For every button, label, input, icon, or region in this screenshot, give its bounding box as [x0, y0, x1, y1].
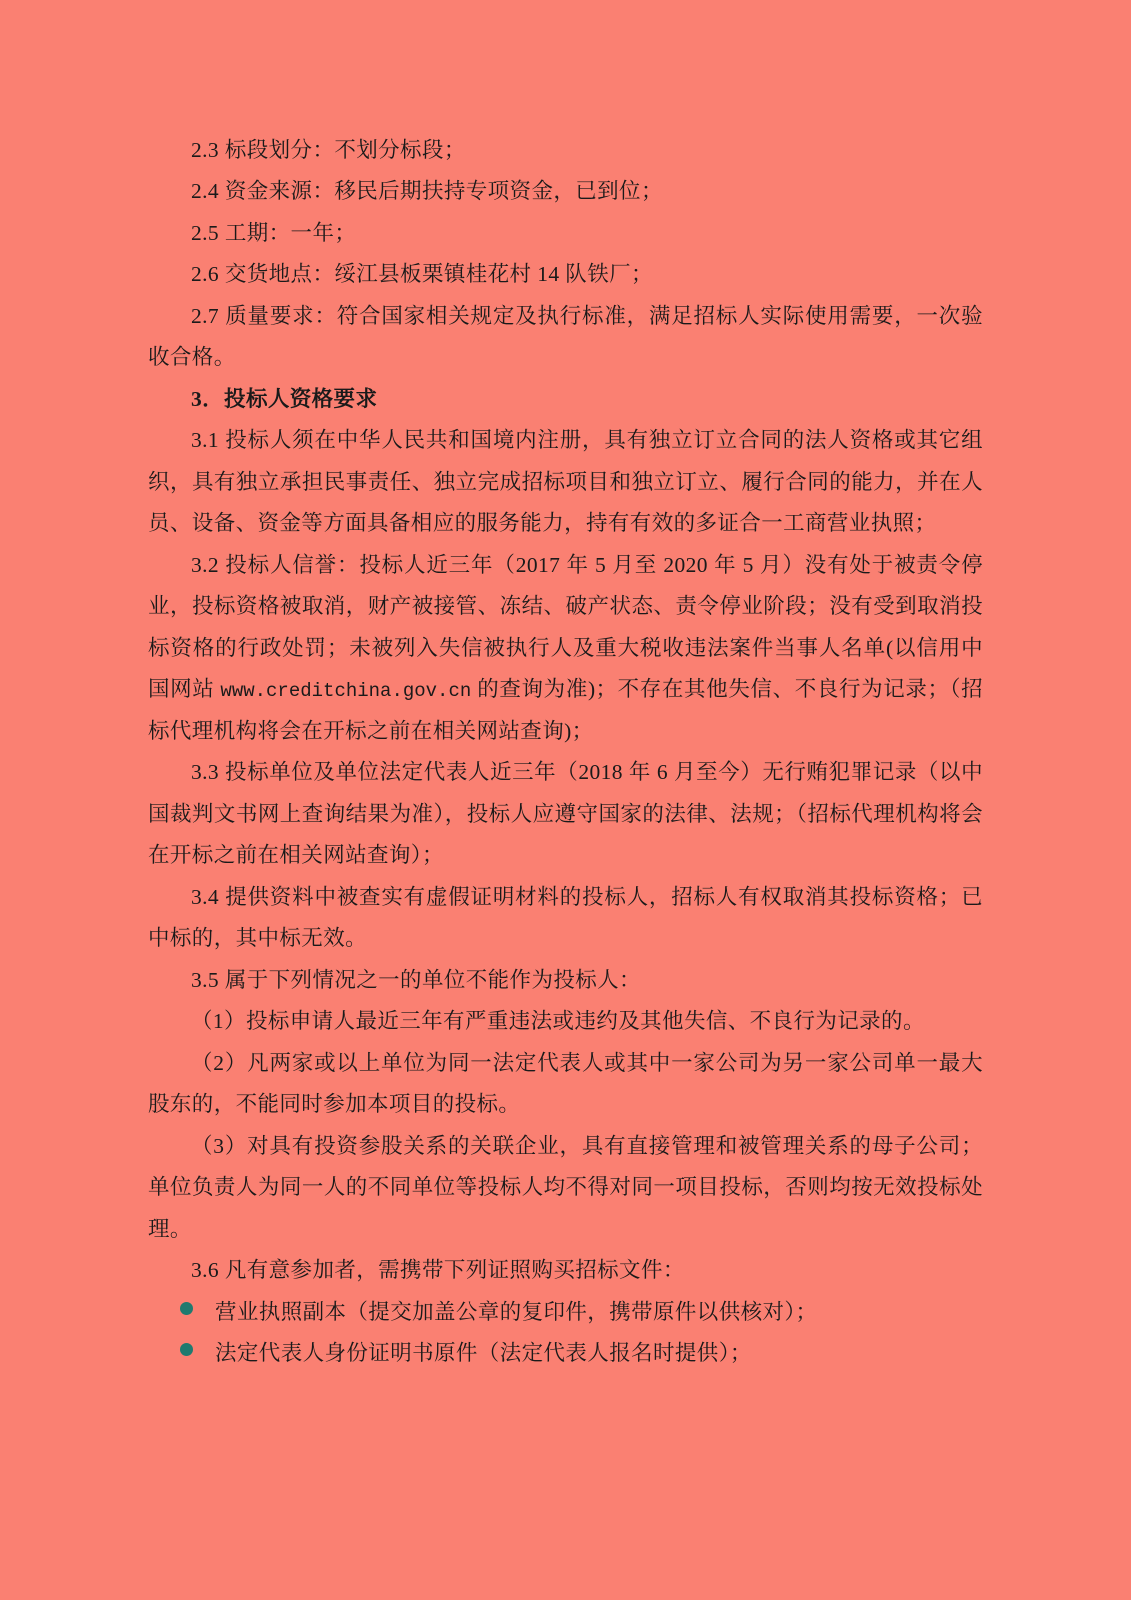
- clause-3-3: 3.3 投标单位及单位法定代表人近三年（2018 年 6 月至今）无行贿犯罪记录（以中国裁判文书网上查询结果为准），投标人应遵守国家的法律、法规；（招标代理机构将会在开标之前在相关网站查询）；: [148, 760, 983, 868]
- list-item: [148, 1333, 983, 1374]
- clause-3-6: 3.6 凡有意参加者，需携带下列证照购买招标文件：: [191, 1258, 685, 1283]
- list-item-label: 营业执照副本（提交加盖公章的复印件，携带原件以供核对）；: [215, 1299, 818, 1324]
- clause-3-5-item-1: （1）投标申请人最近三年有严重违法或违约及其他失信、不良行为记录的。: [191, 1009, 925, 1034]
- list-item-label: 法定代表人身份证明书原件（法定代表人报名时提供）；: [215, 1341, 752, 1366]
- section-3-heading: 3．投标人资格要求: [191, 386, 378, 411]
- clause-3-4: 3.4 提供资料中被查实有虚假证明材料的投标人，招标人有权取消其投标资格；已中标的，其中标无效。: [148, 884, 983, 951]
- clause-3-5-item-3: （3）对具有投资参股关系的关联企业，具有直接管理和被管理关系的母子公司；单位负责人为同一人的不同单位等投标人均不得对同一项目投标，否则均按无效投标处理。: [148, 1133, 983, 1241]
- clause-2-6: 2.6 交货地点：绥江县板栗镇桂花村 14 队铁厂；: [191, 262, 653, 287]
- clause-3-2: [148, 545, 983, 752]
- bullet-dot-icon: [180, 1343, 193, 1356]
- clause-3-2-part1: 3.2 投标人信誉：投标人近三年（2017 年 5 月至 2020 年 5 月）没有处于被责令停业，投标资格被取消，财产被接管、冻结、破产状态、责令停业阶段；没有受到取消投标资格的行政处罚；未被列入失信被执行人及重大税收违法案件当事人名单(以信用中国网站: [148, 552, 983, 702]
- clause-2-7: 2.7 质量要求：符合国家相关规定及执行标准，满足招标人实际使用需要，一次验收合格。: [148, 303, 983, 370]
- clause-2-4: 2.4 资金来源：移民后期扶持专项资金，已到位；: [191, 179, 663, 204]
- clause-3-5: 3.5 属于下列情况之一的单位不能作为投标人：: [191, 967, 641, 992]
- clause-2-5: 2.5 工期：一年；: [191, 220, 357, 245]
- clause-3-1: 3.1 投标人须在中华人民共和国境内注册，具有独立订立合同的法人资格或其它组织，具有独立承担民事责任、独立完成招标项目和独立订立、履行合同的能力，并在人员、设备、资金等方面具备相应的服务能力，持有有效的多证合一工商营业执照；: [148, 428, 983, 536]
- clause-2-3: 2.3 标段划分：不划分标段；: [191, 138, 466, 162]
- clause-3-2-part2: 的查询为准)；不存在其他失信、不良行为记录；（招标代理机构将会在开标之前在相关网站查询)；: [148, 677, 983, 743]
- clause-3-5-item-2: （2）凡两家或以上单位为同一法定代表人或其中一家公司为另一家公司单一最大股东的，不能同时参加本项目的投标。: [148, 1050, 983, 1117]
- list-item: [148, 1292, 983, 1333]
- bullet-dot-icon: [180, 1302, 193, 1315]
- creditchina-url: www.creditchina.gov.cn: [220, 680, 472, 703]
